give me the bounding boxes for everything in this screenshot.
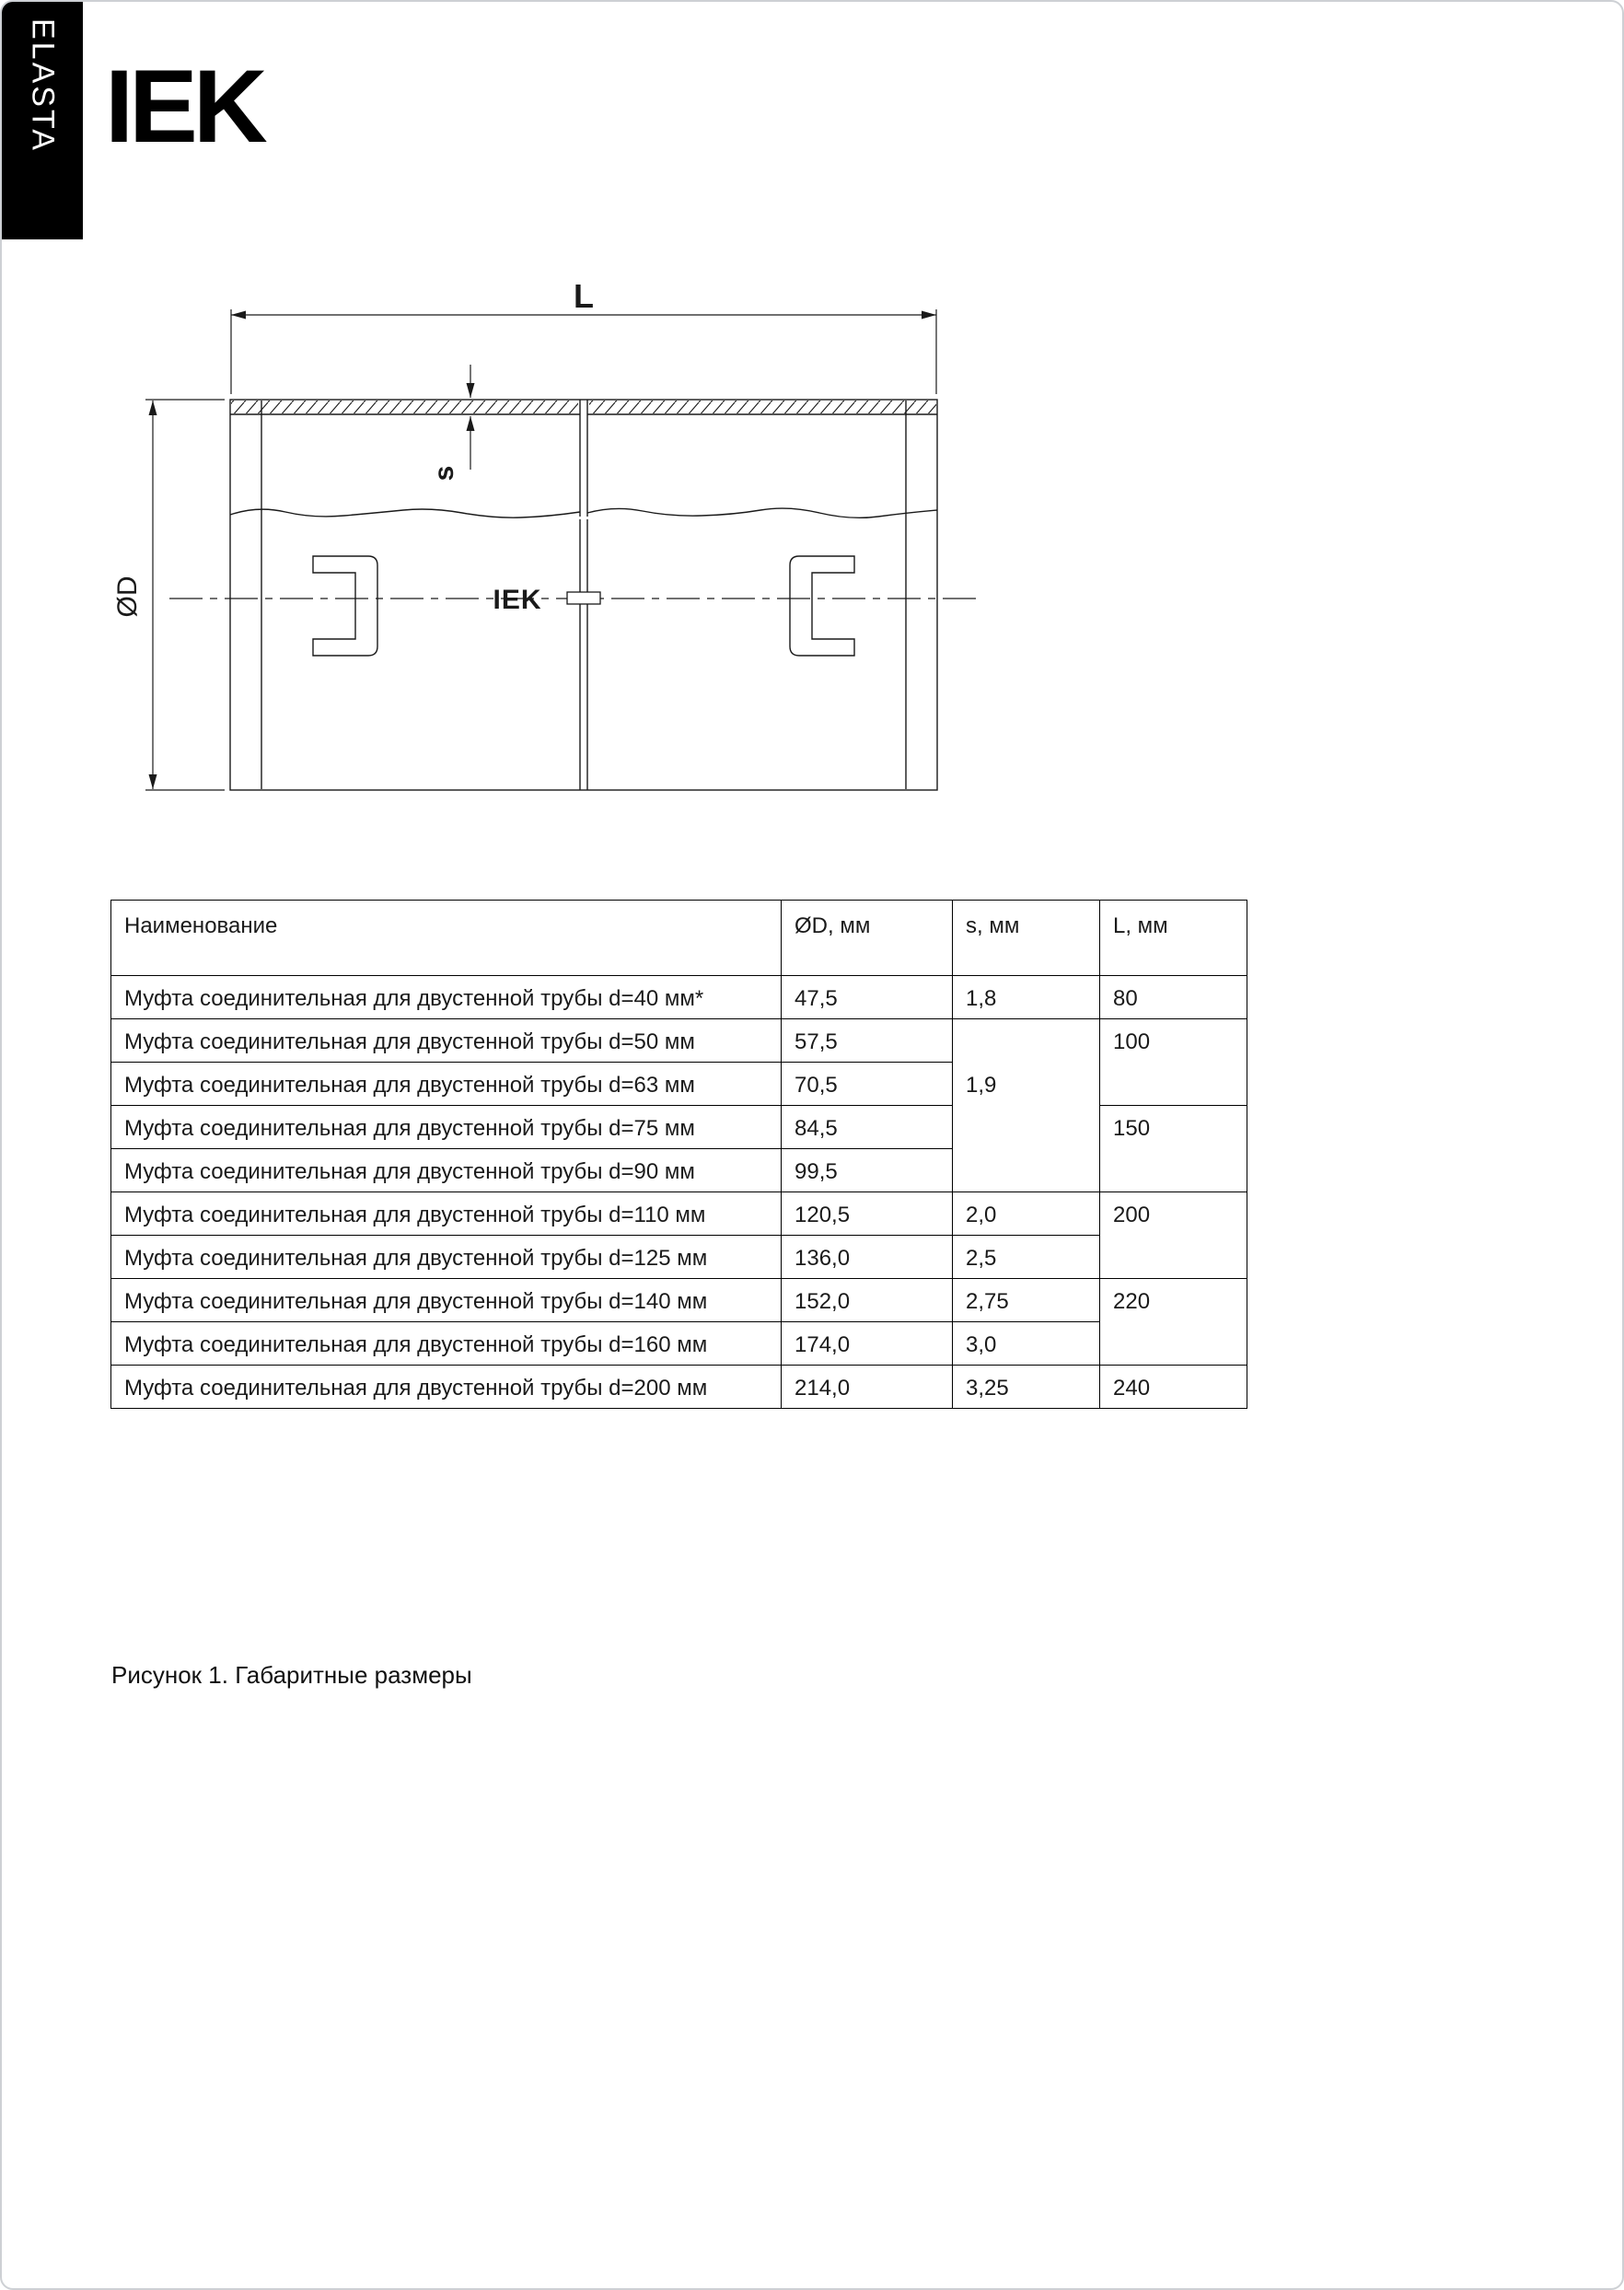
diameter-cell: 70,5 xyxy=(782,1063,953,1106)
product-name-cell: Муфта соединительная для двустенной трубы d=110 мм xyxy=(111,1192,782,1236)
thickness-cell: 2,75 xyxy=(953,1279,1100,1322)
diameter-cell: 57,5 xyxy=(782,1019,953,1063)
thickness-cell: 3,0 xyxy=(953,1322,1100,1366)
table-row xyxy=(111,1322,1247,1366)
thickness-cell: 1,9 xyxy=(953,1019,1100,1192)
diameter-cell: 120,5 xyxy=(782,1192,953,1236)
table-row xyxy=(111,1366,1247,1409)
table-row xyxy=(111,1192,1247,1236)
product-name-cell: Муфта соединительная для двустенной трубы d=50 мм xyxy=(111,1019,782,1063)
diameter-cell: 47,5 xyxy=(782,976,953,1019)
product-name-cell: Муфта соединительная для двустенной трубы d=40 мм* xyxy=(111,976,782,1019)
thickness-cell: 3,25 xyxy=(953,1366,1100,1409)
header-name: Наименование xyxy=(111,901,782,976)
length-cell: 240 xyxy=(1100,1366,1247,1409)
length-cell: 150 xyxy=(1100,1106,1247,1192)
diameter-cell: 152,0 xyxy=(782,1279,953,1322)
header-length: L, мм xyxy=(1100,901,1247,976)
diameter-cell: 174,0 xyxy=(782,1322,953,1366)
dim-s-label: s xyxy=(429,465,459,482)
dimensions-table xyxy=(110,900,1247,1409)
length-cell: 200 xyxy=(1100,1192,1247,1279)
thickness-cell: 2,0 xyxy=(953,1192,1100,1236)
product-name-cell: Муфта соединительная для двустенной трубы d=125 мм xyxy=(111,1236,782,1279)
dimension-length xyxy=(231,309,936,394)
iek-logo: IEK xyxy=(105,49,263,164)
header-thickness: s, мм xyxy=(953,901,1100,976)
header-diameter: ØD, мм xyxy=(782,901,953,976)
dim-D-label: ØD xyxy=(112,575,143,618)
product-name-cell: Муфта соединительная для двустенной трубы d=200 мм xyxy=(111,1366,782,1409)
diameter-cell: 99,5 xyxy=(782,1149,953,1192)
product-name-cell: Муфта соединительная для двустенной трубы d=63 мм xyxy=(111,1063,782,1106)
table-row xyxy=(111,976,1247,1019)
latch-right xyxy=(790,556,854,656)
figure-caption: Рисунок 1. Габаритные размеры xyxy=(111,1661,472,1689)
diameter-cell: 84,5 xyxy=(782,1106,953,1149)
table-row xyxy=(111,1019,1247,1063)
product-name-cell: Муфта соединительная для двустенной трубы d=75 мм xyxy=(111,1106,782,1149)
thickness-cell: 1,8 xyxy=(953,976,1100,1019)
dimension-diameter xyxy=(145,400,225,790)
table-row xyxy=(111,1236,1247,1279)
product-name-cell: Муфта соединительная для двустенной трубы d=90 мм xyxy=(111,1149,782,1192)
coupling-logo-text: IEK xyxy=(493,585,542,615)
length-cell: 80 xyxy=(1100,976,1247,1019)
break-line xyxy=(230,509,580,517)
table-header-row xyxy=(111,901,1247,976)
length-cell: 100 xyxy=(1100,1019,1247,1106)
diameter-cell: 136,0 xyxy=(782,1236,953,1279)
diameter-cell: 214,0 xyxy=(782,1366,953,1409)
dim-L-label: L xyxy=(574,278,594,315)
technical-drawing xyxy=(112,278,996,831)
center-tab xyxy=(567,592,600,604)
table-row xyxy=(111,1279,1247,1322)
product-name-cell: Муфта соединительная для двустенной трубы d=160 мм xyxy=(111,1322,782,1366)
elasta-banner xyxy=(2,2,83,239)
product-name-cell: Муфта соединительная для двустенной трубы d=140 мм xyxy=(111,1279,782,1322)
length-cell: 220 xyxy=(1100,1279,1247,1366)
banner-label: ELASTA xyxy=(25,18,61,153)
thickness-cell: 2,5 xyxy=(953,1236,1100,1279)
latch-left xyxy=(313,556,377,656)
